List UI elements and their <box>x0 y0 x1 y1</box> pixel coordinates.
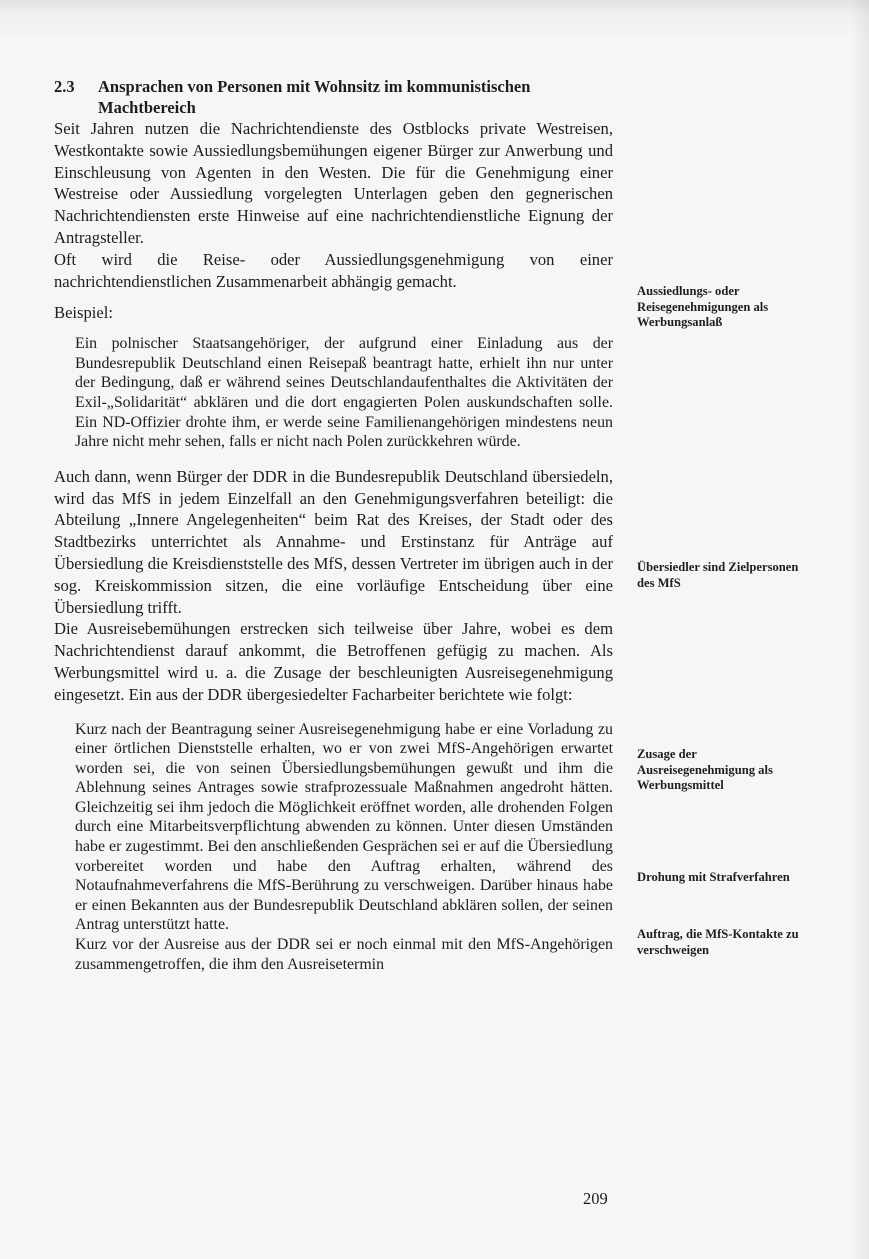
example-quote-polish-citizen: Ein polnischer Staatsangehöriger, der aufgrund einer Einladung aus der Bundesrepublik Deutschland einen Reisepaß beantragt hatte, erhielt ihn nur unter der Bedingung, daß er während seines Deutschlandaufenthaltes die Aktivitäten der Exil-„Solidarität“ abklären und die dort engagierten Polen auskundschaften solle. Ein ND-Offizier drohte ihm, er werde seine Familienangehörigen mindestens neun Jahre nicht mehr sehen, falls er nicht nach Polen zurückkehren würde. <box>75 335 613 451</box>
example-label: Beispiel: <box>54 303 113 323</box>
paragraph-exit-efforts: Die Ausreisebemühungen erstrecken sich teilweise über Jahre, wobei es dem Nachrichtendienst darauf ankommt, die Betroffenen gefügig zu machen. Als Werbungsmittel wird u. a. die Zusage der beschleunigten Ausreisegenehmigung eingesetzt. Ein aus der DDR übergesiedelter Facharbeiter berichtete wie folgt: <box>54 619 613 704</box>
margin-note-exit-promise: Zusage der Ausreisegenehmigung als Werbungsmittel <box>637 747 773 792</box>
paragraph-conditional-approval: Oft wird die Reise- oder Aussiedlungsgenehmigung von einer nachrichtendienstlichen Zusammenarbeit abhängig gemacht. <box>54 249 613 291</box>
margin-note-resettlers-targets: Übersiedler sind Zielpersonen des MfS <box>637 560 799 590</box>
margin-note-travel-permits: Aussiedlungs- oder Reisegenehmigungen als Werbungsanlaß <box>637 284 769 329</box>
main-column <box>54 76 613 974</box>
page-spine-shadow <box>851 0 869 1259</box>
paragraph-intro: Seit Jahren nutzen die Nachrichtendienste des Ostblocks private Westreisen, Westkontakte sowie Aussiedlungsbemühungen eigener Bürger zur Anwerbung und Einschleusung von Agenten in den Westen. Die für die Genehmigung einer Westreise oder Aussiedlung vorgelegten Unterlagen geben den gegnerischen Nachrichtendiensten erste Hinweise auf eine nachrichtendienstliche Eignung der Antragsteller. <box>54 119 613 247</box>
example-quote-skilled-worker: Kurz nach der Beantragung seiner Ausreisegenehmigung habe er eine Vorladung zu einer örtlichen Dienststelle erhalten, wo er von zwei MfS-Angehörigen erwartet worden sei, die von seinen Übersiedlungsbemühungen gewußt und ihm die Ablehnung seines Antrages sowie strafprozessuale Maßnahmen angedroht hätten. Gleichzeitig sei ihm jedoch die Möglichkeit eröffnet worden, alle drohenden Folgen durch eine Mitarbeitsverpflichtung abwenden zu können. Unter diesen Umständen habe er zugestimmt. Bei den anschließenden Gesprächen sei er auf die Übersiedlung vorbereitet worden und habe den Auftrag erhalten, während des Notaufnahmeverfahrens die MfS-Berührung zu verschweigen. Darüber hinaus habe er einen Bekannten aus der Bundesrepublik Deutschland abklären sollen, der seinen Antrag unterstützt hatte. <box>75 720 613 934</box>
example-quote-continuation: Kurz vor der Ausreise aus der DDR sei er noch einmal mit den MfS-Angehörigen zusammengetroffen, die ihm den Ausreisetermin <box>75 936 613 973</box>
margin-note-threat-prosecution: Drohung mit Strafverfahren <box>637 870 790 884</box>
page-number: 209 <box>583 1189 608 1208</box>
section-heading <box>54 76 613 118</box>
paragraph-ddr-resettlers: Auch dann, wenn Bürger der DDR in die Bundesrepublik Deutschland übersiedeln, wird das MfS in jedem Einzelfall an den Genehmigungsverfahren beteiligt: die Abteilung „Innere Angelegenheiten“ beim Rat des Kreises, der Stadt oder des Stadtbezirks unterrichtet als Annahme- und Erstinstanz für Anträge auf Übersiedlung die Kreisdienststelle des MfS, dessen Vertreter im übrigen auch in der sog. Kreiskommission sitzen, die eine vorläufige Entscheidung über eine Übersiedlung trifft. <box>54 466 613 617</box>
section-title: Ansprachen von Personen mit Wohnsitz im kommunistischen Machtbereich <box>98 77 531 117</box>
margin-note-conceal-contacts: Auftrag, die MfS-Kontakte zu verschweigen <box>637 927 799 957</box>
section-number: 2.3 <box>54 77 75 96</box>
